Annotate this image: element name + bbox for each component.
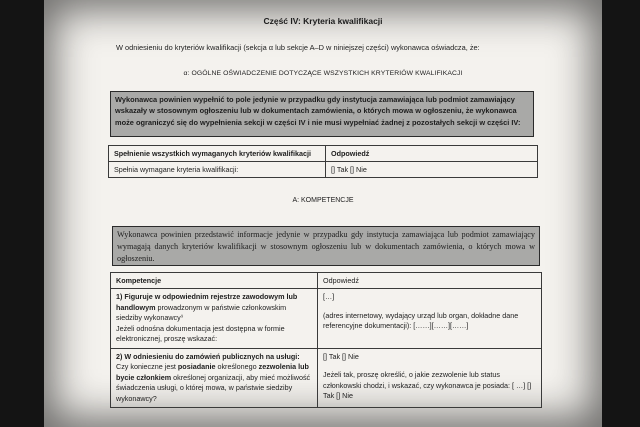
document-page [44, 0, 602, 427]
question-bold: 2) W odniesieniu do zamówień publicznych na usługi: [116, 351, 300, 361]
answer-field[interactable]: […] [323, 292, 335, 301]
page-title: Część IV: Kryteria kwalifikacji [263, 16, 383, 26]
question-bold: posiadanie [177, 362, 216, 371]
table-header-competence: Kompetencje [111, 273, 318, 289]
question-bold: 1) Figuruje w odpowiednim rejestrze zawodowym lub handlowym [116, 292, 298, 312]
services-question [111, 348, 318, 408]
notice-box-general: Wykonawca powinien wypełnić to pole jedynie w przypadku gdy instytucja zamawiająca lub podmiot zamawiający wskazały w stosownym ogłoszeniu lub w dokumentach zamówienia, o których mowa w ogłoszeniu, że wykonawca może ograniczyć się do wypełnienia sekcji w części IV i nie musi wypełniać żadnej z pozostałych sekcji w części IV: [110, 91, 534, 137]
notice-box-competence: Wykonawca powinien przedstawić informacje jedynie w przypadku gdy instytucja zamawiająca lub podmiot zamawiający wymagają danych kryteriów kwalifikacji w stosownym ogłoszeniu lub w dokumentach zamówienia, o których mowa w ogłoszeniu. [112, 226, 540, 266]
question-bold: zezwolenia lub bycie członkiem [116, 362, 309, 382]
alpha-section-heading: α: OGÓLNE OŚWIADCZENIE DOTYCZĄCE WSZYSTKICH KRYTERIÓW KWALIFIKACJI [183, 70, 463, 77]
table-header-answer: Odpowiedź [326, 146, 538, 162]
table-header-row [109, 146, 538, 162]
answer-note[interactable]: Jeżeli tak, proszę określić, o jakie zezwolenie lub status członkowski chodzi, i wskazać, czy wykonawca je posiada: [ …] [] Tak [] Nie [323, 370, 532, 400]
services-answer [318, 348, 542, 408]
yes-no-answer[interactable]: [] Tak [] Nie [323, 351, 359, 361]
question-text: Czy konieczne jest [116, 362, 178, 371]
register-answer [318, 289, 542, 349]
footnote-marker: ⁹ [180, 315, 184, 321]
question-note: Jeżeli odnośna dokumentacja jest dostępna w formie elektronicznej, proszę wskazać: [116, 323, 285, 343]
table-header-row [111, 273, 542, 289]
question-text: prowadzonym w państwie członkowskim siedziby wykonawcy [116, 302, 287, 322]
table-header-criteria: Spełnienie wszystkich wymaganych kryteriów kwalifikacji [109, 146, 326, 162]
question-text: określonej organizacji, aby mieć możliwość świadczenia usługi, o której mowa, w państwie siedziby wykonawcy? [116, 372, 311, 403]
competence-table [110, 272, 542, 408]
criteria-label: Spełnia wymagane kryteria kwalifikacji: [109, 162, 326, 178]
qualification-summary-table [108, 145, 538, 178]
competence-section-heading: A: KOMPETENCJE [292, 197, 354, 204]
table-row [111, 289, 542, 349]
intro-paragraph: W odniesieniu do kryteriów kwalifikacji (sekcja α lub sekcje A–D w niniejszej części) wykonawca oświadcza, że: [116, 43, 480, 52]
answer-note[interactable]: (adres internetowy, wydający urząd lub organ, dokładne dane referencyjne dokumentacji): [……][……][……] [323, 310, 519, 330]
table-header-answer: Odpowiedź [318, 273, 542, 289]
register-question [111, 289, 318, 349]
table-row [109, 162, 538, 178]
question-text: określonego [215, 362, 259, 371]
yes-no-answer[interactable]: [] Tak [] Nie [326, 162, 538, 178]
table-row [111, 348, 542, 408]
